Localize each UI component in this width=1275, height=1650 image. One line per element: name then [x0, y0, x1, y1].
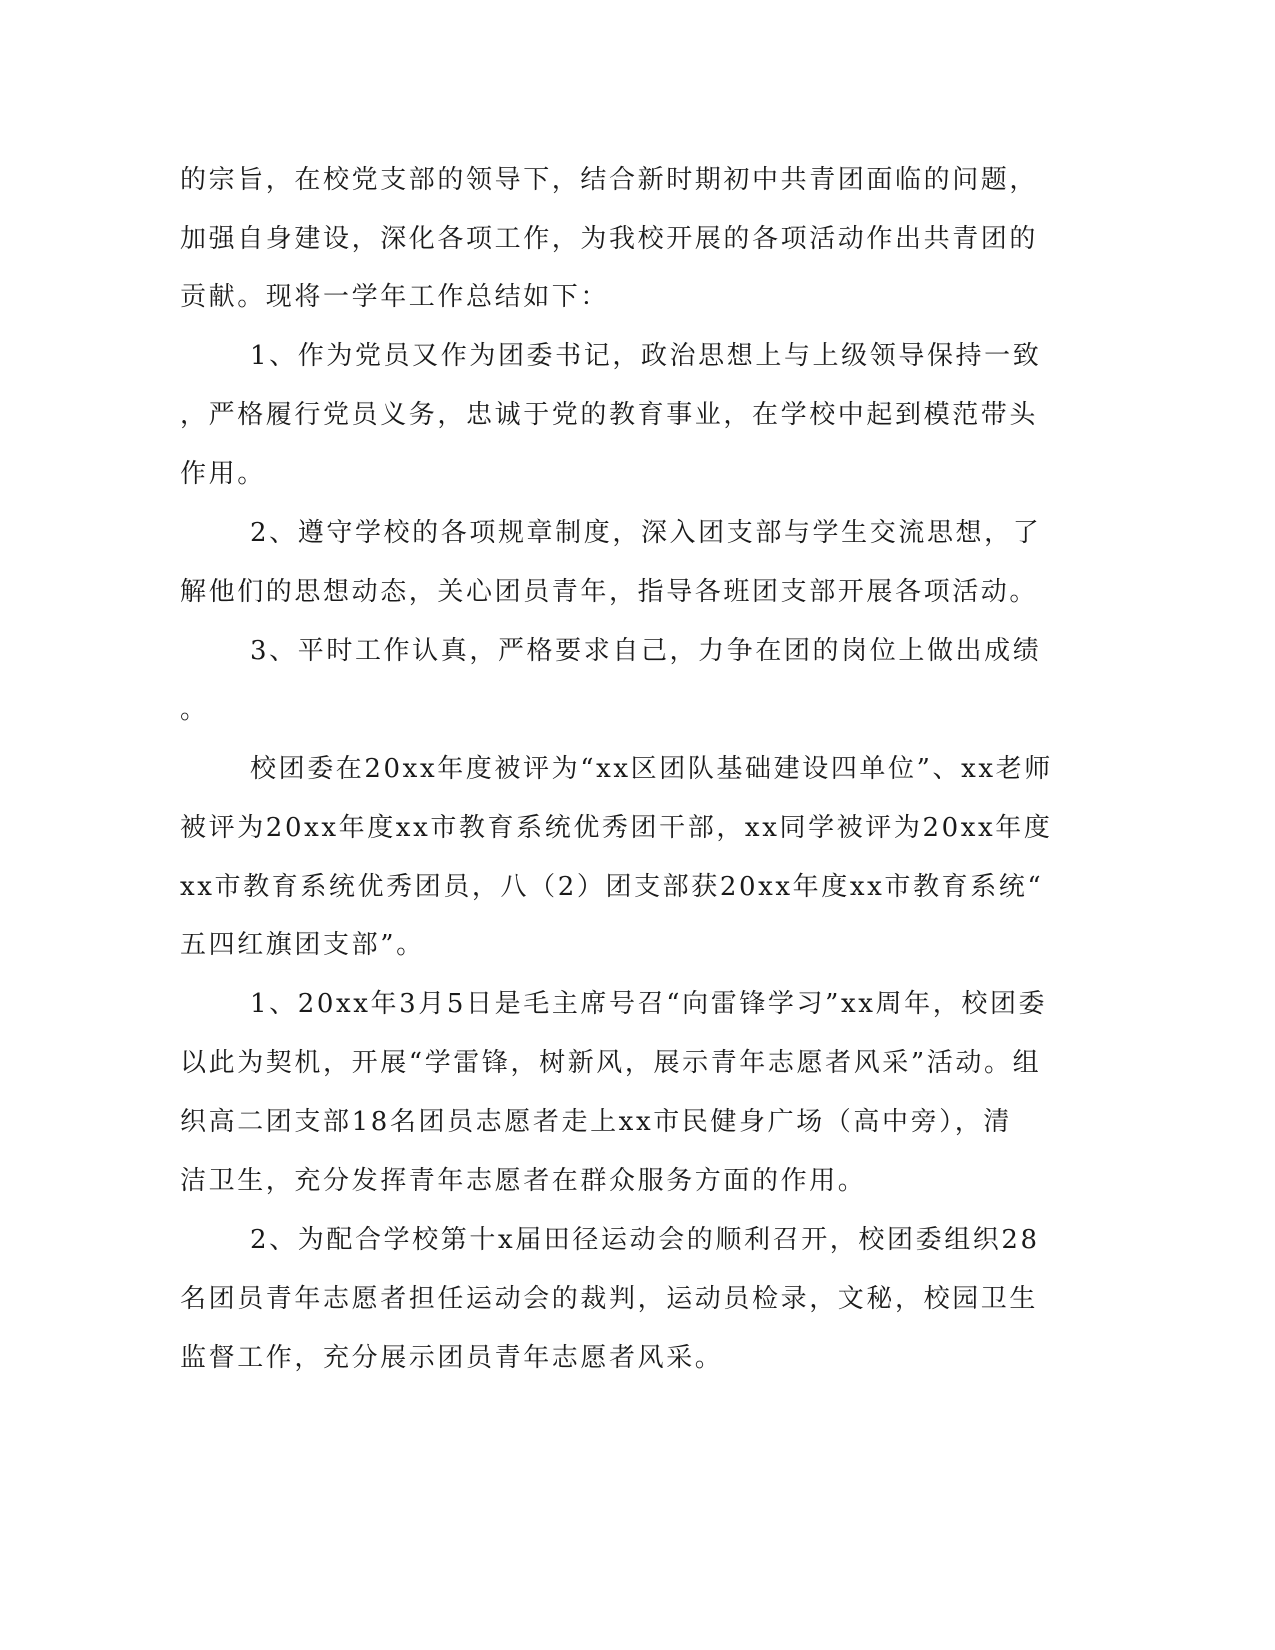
text-line: 1、20xx年3月5日是毛主席号召“向雷锋学习”xx周年，校团委 — [250, 989, 1048, 1019]
text-line: 3、平时工作认真，严格要求自己，力争在团的岗位上做出成绩 — [250, 636, 1042, 666]
text-line: 2、遵守学校的各项规章制度，深入团支部与学生交流思想，了 — [250, 518, 1042, 548]
text-line: 洁卫生，充分发挥青年志愿者在群众服务方面的作用。 — [180, 1166, 867, 1196]
text-line: 监督工作，充分展示团员青年志愿者风采。 — [180, 1343, 724, 1373]
text-line: 织高二团支部18名团员志愿者走上xx市民健身广场（高中旁），清 — [180, 1107, 1013, 1137]
text-line: 的宗旨，在校党支部的领导下，结合新时期初中共青团面临的问题， — [180, 165, 1039, 195]
text-line: 被评为20xx年度xx市教育系统优秀团干部，xx同学被评为20xx年度 — [180, 813, 1053, 843]
text-line: 解他们的思想动态，关心团员青年，指导各班团支部开展各项活动。 — [180, 577, 1039, 607]
text-line: ，严格履行党员义务，忠诚于党的教育事业，在学校中起到模范带头 — [180, 400, 1039, 430]
text-line: 名团员青年志愿者担任运动会的裁判，运动员检录，文秘，校园卫生 — [180, 1284, 1039, 1314]
text-line: 2、为配合学校第十x届田径运动会的顺利召开，校团委组织28 — [250, 1225, 1040, 1255]
text-line: 五四红旗团支部”。 — [180, 930, 425, 960]
text-line: 加强自身建设，深化各项工作，为我校开展的各项活动作出共青团的 — [180, 224, 1039, 254]
text-line: 1、作为党员又作为团委书记，政治思想上与上级领导保持一致 — [250, 341, 1042, 371]
text-line: 作用。 — [180, 459, 266, 489]
text-line: 校团委在20xx年度被评为“xx区团队基础建设四单位”、xx老师 — [250, 754, 1053, 784]
text-line: 以此为契机，开展“学雷锋，树新风，展示青年志愿者风采”活动。组 — [180, 1048, 1042, 1078]
text-line: 。 — [180, 695, 209, 725]
text-line: xx市教育系统优秀团员，八（2）团支部获20xx年度xx市教育系统“ — [180, 872, 1044, 902]
text-line: 贡献。现将一学年工作总结如下： — [180, 282, 610, 312]
